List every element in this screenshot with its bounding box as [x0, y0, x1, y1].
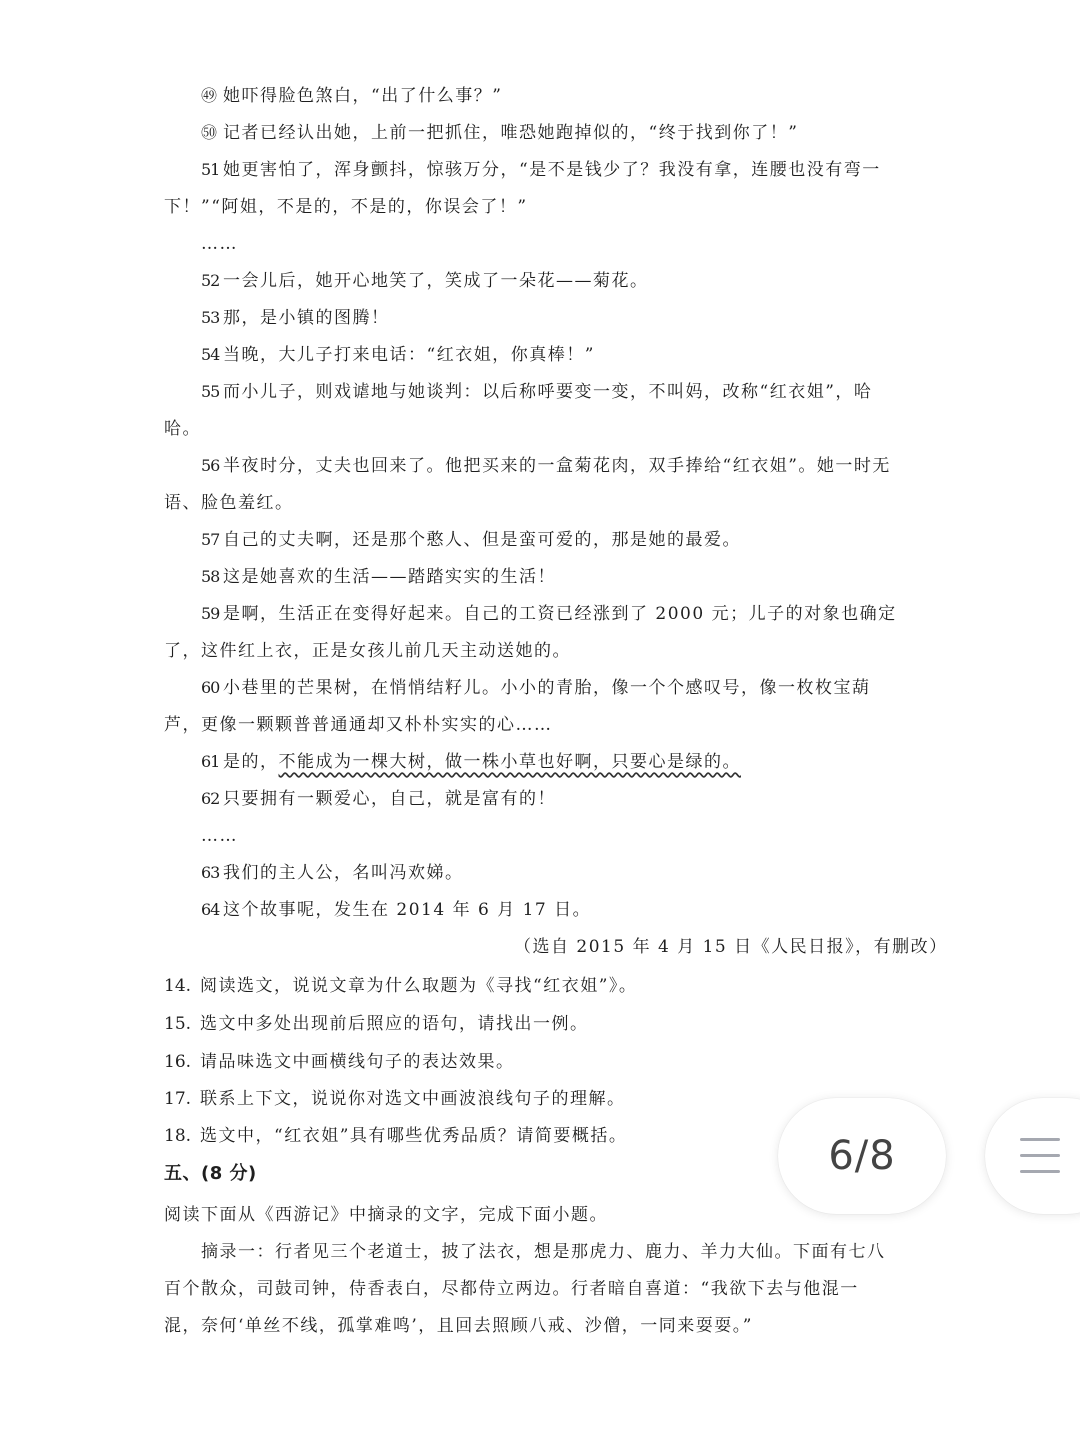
paragraph-62: 62 只要拥有一颗爱心，自己，就是富有的！: [201, 789, 556, 809]
paragraph-58: 58 这是她喜欢的生活——踏踏实实的生活！: [201, 567, 556, 587]
paragraph-50: ㊿ 记者已经认出她，上前一把抓住，唯恐她跑掉似的，“终于找到你了！”: [201, 123, 799, 143]
section-heading: 五、(8 分): [164, 1163, 257, 1184]
question-17: 17. 联系上下文，说说你对选文中画波浪线句子的理解。: [164, 1089, 626, 1109]
paragraph-59: 59 是啊，生活正在变得好起来。自己的工资已经涨到了 2000 元；儿子的对象也确定: [201, 604, 897, 624]
paragraph-51-continuation: 下！”“阿姐，不是的，不是的，你误会了！”: [164, 197, 528, 217]
excerpt-line: 百个散众，司鼓司钟，侍香表白，尽都侍立两边。行者暗自喜道：“我欲下去与他混一: [164, 1279, 859, 1299]
paragraph-60: 60 小巷里的芒果树，在悄悄结籽儿。小小的青胎，像一个个感叹号，像一枚枚宝葫: [201, 678, 871, 698]
paragraph-54: 54 当晚，大儿子打来电话：“红衣姐，你真棒！”: [201, 345, 595, 365]
paragraph-53: 53 那，是小镇的图腾！: [201, 308, 390, 328]
paragraph-59-continuation: 了，这件红上衣，正是女孩儿前几天主动送她的。: [164, 641, 571, 661]
section-intro: 阅读下面从《西游记》中摘录的文字，完成下面小题。: [164, 1205, 608, 1225]
paragraph-57: 57 自己的丈夫啊，还是那个憨人、但是蛮可爱的，那是她的最爱。: [201, 530, 741, 550]
excerpt-line: 混，奈何‘单丝不线，孤掌难鸣’，且回去照顾八戒、沙僧，一同来耍耍。”: [164, 1316, 753, 1336]
question-15: 15. 选文中多处出现前后照应的语句，请找出一例。: [164, 1014, 589, 1034]
ellipsis: ……: [201, 234, 238, 254]
paragraph-52: 52 一会儿后，她开心地笑了，笑成了一朵花——菊花。: [201, 271, 649, 291]
question-16: 16. 请品味选文中画横线句子的表达效果。: [164, 1052, 515, 1072]
paragraph-56: 56 半夜时分，丈夫也回来了。他把买来的一盒菊花肉，双手捧给“红衣姐”。她一时无: [201, 456, 891, 476]
excerpt-line: 摘录一：行者见三个老道士，披了法衣，想是那虎力、鹿力、羊力大仙。下面有七八: [201, 1242, 886, 1262]
paragraph-60-continuation: 芦，更像一颗颗普普通通却又朴朴实实的心……: [164, 715, 553, 735]
paragraph-49: ㊾ 她吓得脸色煞白，“出了什么事？”: [201, 86, 503, 106]
page-indicator-label: 6/8: [828, 1133, 896, 1179]
paragraph-63: 63 我们的主人公，名叫冯欢娣。: [201, 863, 464, 883]
hamburger-menu-icon: [1020, 1138, 1060, 1174]
paragraph-64: 64 这个故事呢，发生在 2014 年 6 月 17 日。: [201, 900, 592, 920]
ellipsis: ……: [201, 826, 238, 846]
paragraph-56-continuation: 语、脸色羞红。: [164, 493, 294, 513]
paragraph-61: 61 是的，不能成为一棵大树，做一株小草也好啊，只要心是绿的。: [201, 752, 741, 772]
question-18: 18. 选文中，“红衣姐”具有哪些优秀品质？请简要概括。: [164, 1126, 628, 1146]
paragraph-55-continuation: 哈。: [164, 419, 201, 439]
page-indicator[interactable]: [778, 1098, 946, 1214]
paragraph-51: 51 她更害怕了，浑身颤抖，惊骇万分，“是不是钱少了？我没有拿，连腰也没有弯一: [201, 160, 881, 180]
wavy-underlined-sentence: 不能成为一棵大树，做一株小草也好啊，只要心是绿的。: [278, 752, 741, 772]
paragraph-55: 55 而小儿子，则戏谑地与她谈判：以后称呼要变一变，不叫妈，改称“红衣姐”，哈: [201, 382, 873, 402]
source-citation: （选自 2015 年 4 月 15 日《人民日报》，有删改）: [514, 937, 948, 957]
question-14: 14. 阅读选文，说说文章为什么取题为《寻找“红衣姐”》。: [164, 976, 638, 996]
